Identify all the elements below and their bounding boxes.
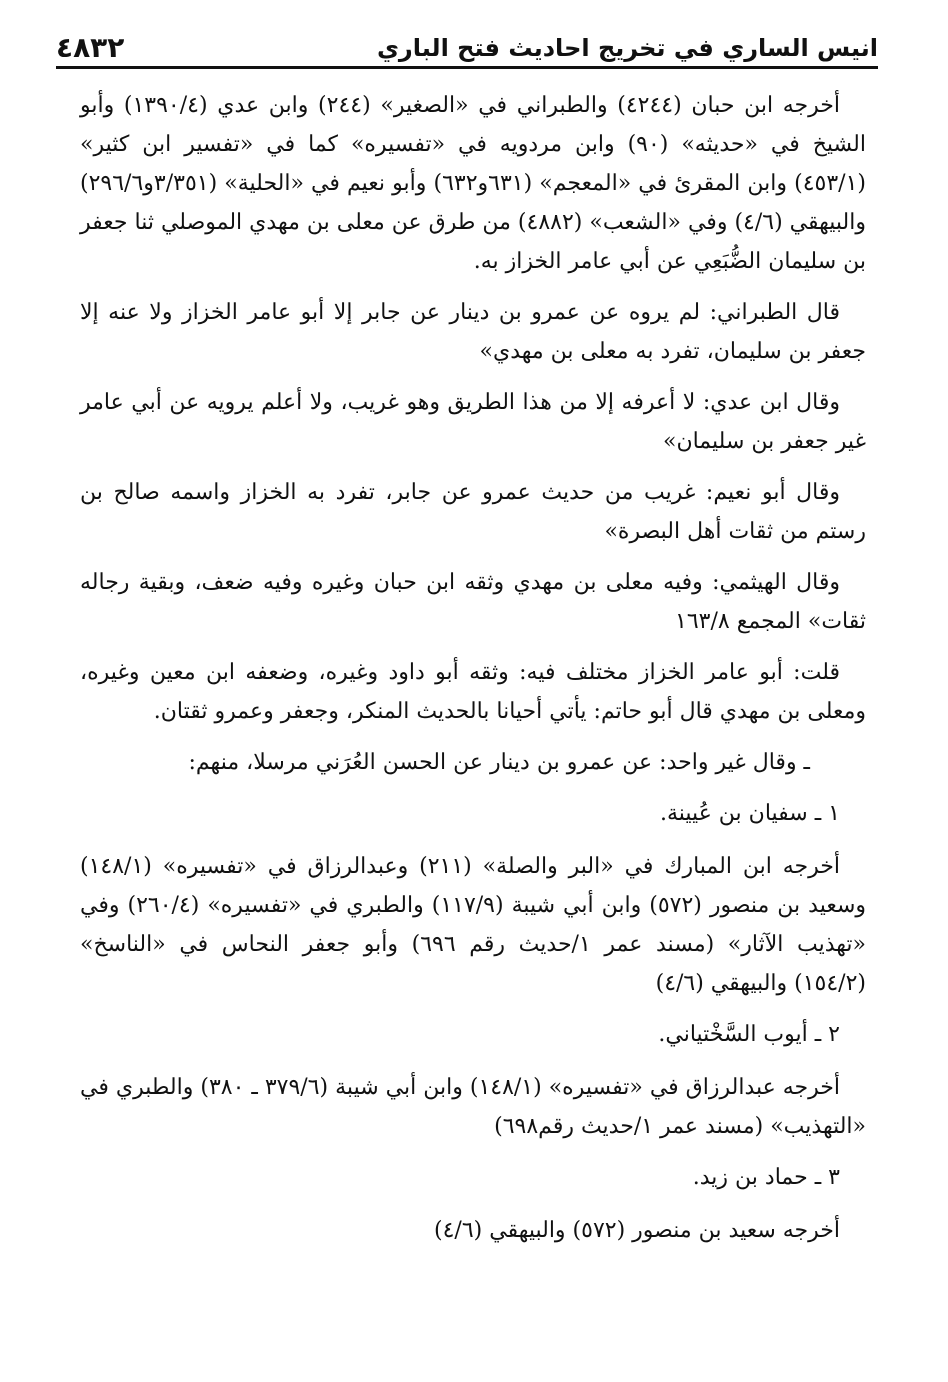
paragraph-takhrij-ayyub: أخرجه عبدالرزاق في «تفسيره» (١٤٨/١) وابن أبي شيبة (٣٧٩/٦ ـ ٣٨٠) والطبري في «التهذيب» (مسند عمر ١/حديث رقم٦٩٨) xyxy=(80,1075,866,1139)
paragraph-ibn-adi-comment: وقال ابن عدي: لا أعرفه إلا من هذا الطريق وهو غريب، ولا أعلم يرويه عن أبي عامر غير جعفر بن سليمان» xyxy=(80,390,866,454)
paragraph-takhrij-hammad: أخرجه سعيد بن منصور (٥٧٢) والبيهقي (٤/٦) xyxy=(434,1218,840,1243)
paragraph-tabarani-comment: قال الطبراني: لم يروه عن عمرو بن دينار عن جابر إلا أبو عامر الخزاز ولا عنه إلا جعفر بن سليمان، تفرد به معلى بن مهدي» xyxy=(80,300,866,364)
narrator-heading-3: ٣ ـ حماد بن زيد. xyxy=(692,1165,840,1190)
book-title: انيس الساري في تخريج احاديث فتح الباري xyxy=(376,34,878,62)
paragraph-mursal-intro: ـ وقال غير واحد: عن عمرو بن دينار عن الحسن العُرَني مرسلا، منهم: xyxy=(188,750,810,775)
narrator-heading-1: ١ ـ سفيان بن عُيينة. xyxy=(659,801,840,826)
page-body xyxy=(80,86,866,1262)
paragraph-author-note: قلت: أبو عامر الخزاز مختلف فيه: وثقه أبو داود وغيره، وضعفه ابن معين وغيره، ومعلى بن مهدي قال أبو حاتم: يأتي أحيانا بالحديث المنكر، وجعفر وعمرو ثقتان. xyxy=(80,660,866,724)
paragraph-haythami-comment: وقال الهيثمي: وفيه معلى بن مهدي وثقه ابن حبان وغيره وفيه ضعف، وبقية رجاله ثقات» المجمع ١٦٣/٨ xyxy=(80,570,866,634)
narrator-heading-2: ٢ ـ أيوب السَّخْتياني. xyxy=(658,1022,840,1047)
page-number: ٤٨٣٢ xyxy=(56,31,125,64)
paragraph-takhrij-sufyan: أخرجه ابن المبارك في «البر والصلة» (٢١١) وعبدالرزاق في «تفسيره» (١٤٨/١) وسعيد بن منصور (٥٧٢) وابن أبي شيبة (١١٧/٩) والطبري في «تفسيره» (٢٦٠/٤) وفي «تهذيب الآثار» (مسند عمر ١/حديث رقم ٦٩٦) وأبو جعفر النحاس في «الناسخ» (١٥٤/٢) والبيهقي (٤/٦) xyxy=(80,854,867,996)
paragraph-takhrij-ibn-hibban: أخرجه ابن حبان (٤٢٤٤) والطبراني في «الصغير» (٢٤٤) وابن عدي (١٣٩٠/٤) وأبو الشيخ في «حديثه» (٩٠) وابن مردويه في «تفسيره» كما في «تفسير ابن كثير» (٤٥٣/١) وابن المقرئ في «المعجم» (٦٣١و٦٣٢) وأبو نعيم في «الحلية» (٣/٣٥١و٢٩٦/٦) والبيهقي (٤/٦) وفي «الشعب» (٤٨٨٢) من طرق عن معلى بن مهدي الموصلي ثنا جعفر بن سليمان الضُّبَعِي عن أبي عامر الخزاز به. xyxy=(80,93,866,274)
paragraph-abu-nuaym-comment: وقال أبو نعيم: غريب من حديث عمرو عن جابر، تفرد به الخزاز واسمه صالح بن رستم من ثقات أهل البصرة» xyxy=(80,480,866,544)
running-header xyxy=(56,22,878,69)
